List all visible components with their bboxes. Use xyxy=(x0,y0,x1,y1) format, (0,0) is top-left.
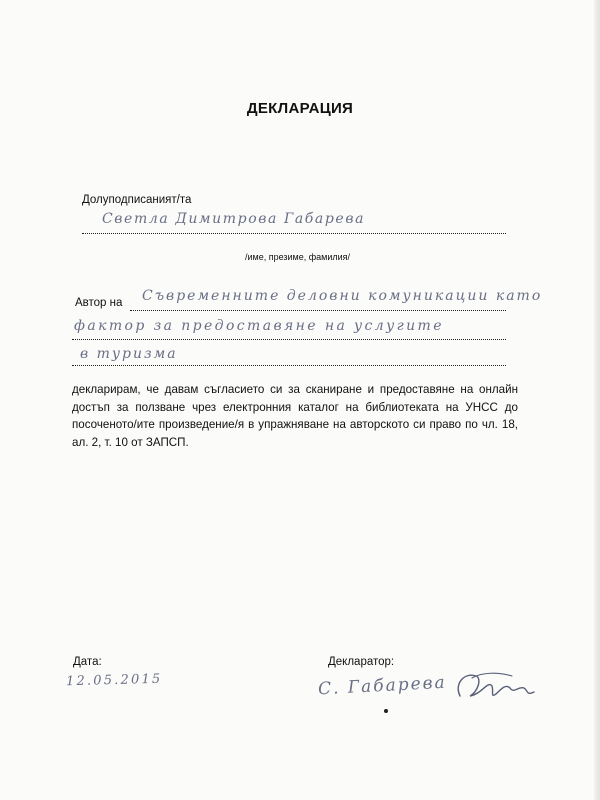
page-title: ДЕКЛАРАЦИЯ xyxy=(246,100,354,117)
author-title-line2: фактор за предоставяне на услугите xyxy=(74,318,444,334)
declarant-label: Декларатор: xyxy=(328,656,395,668)
signer-name-line xyxy=(82,233,506,234)
author-title-line3: в туризма xyxy=(80,346,178,362)
author-line-1 xyxy=(130,310,506,311)
date-value-handwritten: 12.05.2015 xyxy=(65,671,163,690)
signer-hint: /име, презиме, фамилия/ xyxy=(245,252,351,262)
signer-name-handwritten: Светла Димитрова Габарева xyxy=(102,211,366,227)
author-line-3 xyxy=(72,365,506,366)
author-line-2 xyxy=(72,339,506,340)
author-title-line1: Съвременните деловни комуникации като xyxy=(142,288,543,304)
signature-flourish xyxy=(452,666,542,710)
date-label: Дата: xyxy=(73,656,102,668)
ink-dot xyxy=(384,709,388,713)
scan-edge xyxy=(594,0,600,800)
declaration-paragraph: декларирам, че давам съгласието си за сканиране и предоставяне на онлайн достъп за ползване чрез електронния каталог на библиотеката на УНСС до посоченото/ите произведение/я в упражняване на авторското си право по чл. 18, ал. 2, т. 10 от ЗАПСП. xyxy=(72,383,518,449)
signer-label: Долуподписаният/та xyxy=(82,194,192,206)
declarant-name-handwritten: С. Габарева xyxy=(317,672,448,700)
author-label: Автор на xyxy=(75,297,123,309)
